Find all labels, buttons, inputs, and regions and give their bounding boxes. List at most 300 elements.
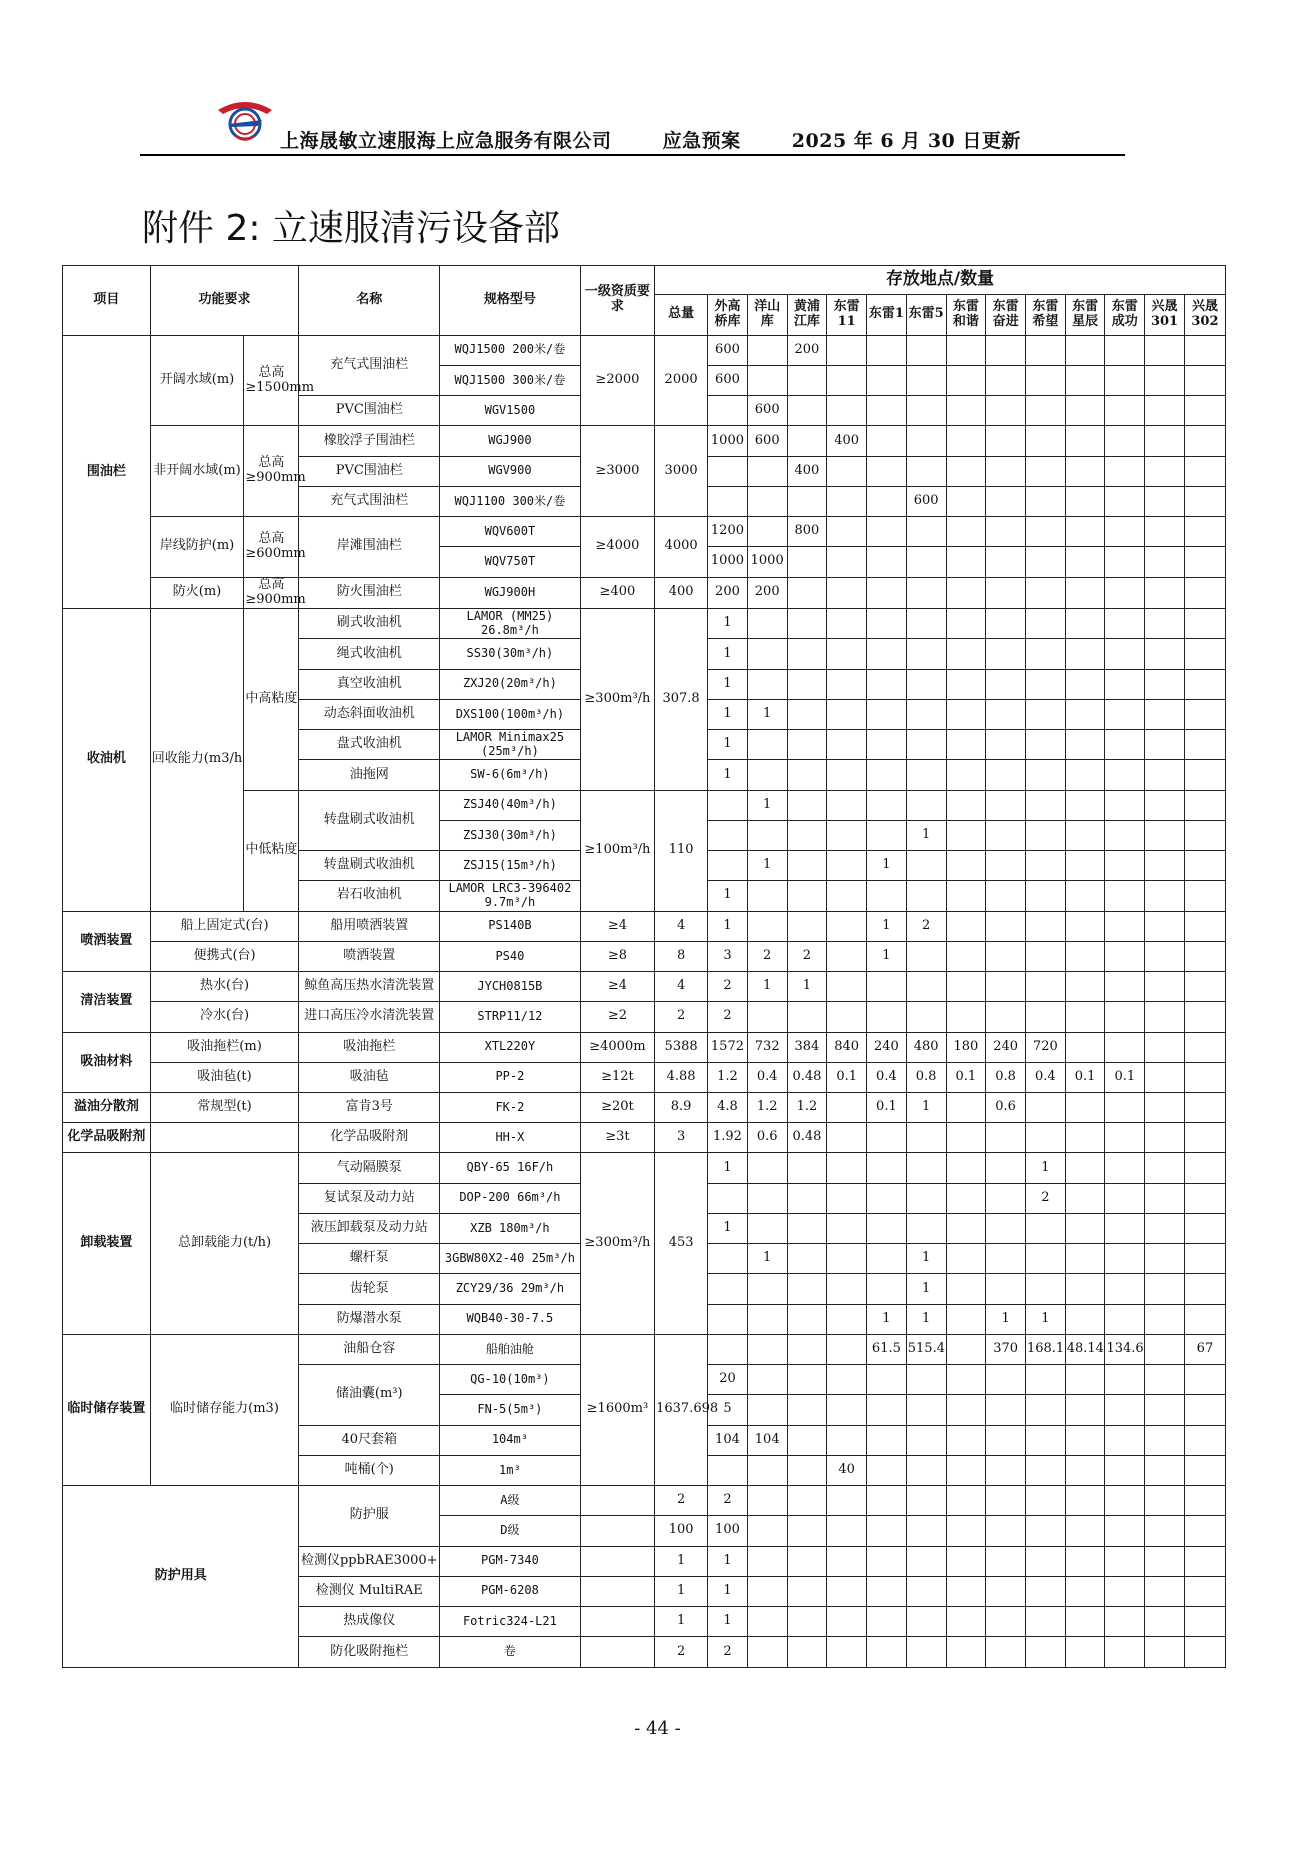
equipment-name: 复试泵及动力站: [299, 1183, 440, 1213]
location-quantity: [1184, 1576, 1225, 1606]
location-quantity: [747, 1334, 787, 1364]
location-quantity: [906, 1425, 946, 1455]
location-quantity: [946, 790, 986, 820]
location-header: 黄浦江库: [787, 294, 827, 335]
header-storage: 存放地点/数量: [655, 266, 1226, 295]
equipment-name: 转盘刷式收油机: [299, 851, 440, 881]
location-quantity: 1: [708, 760, 748, 790]
location-quantity: [1065, 1546, 1105, 1576]
location-quantity: [747, 1395, 787, 1425]
location-quantity: [1184, 577, 1225, 609]
location-quantity: [1184, 365, 1225, 395]
location-quantity: [1105, 486, 1145, 516]
total-quantity: 110: [655, 790, 708, 911]
location-quantity: [1025, 547, 1065, 577]
total-quantity: 4000: [655, 517, 708, 577]
location-quantity: [1025, 1395, 1065, 1425]
location-quantity: 1: [747, 790, 787, 820]
location-quantity: [1065, 1455, 1105, 1485]
location-quantity: [946, 820, 986, 850]
location-quantity: [946, 669, 986, 699]
location-quantity: [1065, 851, 1105, 881]
location-quantity: [1025, 851, 1065, 881]
table-row: [63, 941, 1226, 971]
location-quantity: [906, 881, 946, 911]
location-quantity: [787, 730, 827, 760]
equipment-name: 检测仪 MultiRAE: [299, 1576, 440, 1606]
location-quantity: [1184, 881, 1225, 911]
location-quantity: [1184, 1123, 1225, 1153]
location-quantity: [827, 639, 867, 669]
table-cell: 总高≥900mm: [244, 426, 299, 517]
location-quantity: [906, 1213, 946, 1243]
requirement: [580, 1637, 654, 1668]
location-quantity: [747, 1455, 787, 1485]
total-quantity: 1: [655, 1606, 708, 1636]
location-quantity: 1: [906, 1304, 946, 1334]
equipment-name: 充气式围油栏: [299, 335, 440, 395]
category-spray: 喷洒装置: [63, 911, 151, 971]
location-quantity: [1065, 1213, 1105, 1243]
location-quantity: [1105, 1274, 1145, 1304]
location-quantity: [1184, 851, 1225, 881]
requirement: ≥4: [580, 972, 654, 1002]
location-quantity: [986, 1002, 1026, 1032]
location-quantity: [1105, 1153, 1145, 1183]
total-quantity: 8: [655, 941, 708, 971]
requirement: ≥20t: [580, 1092, 654, 1122]
category-dispersant: 溢油分散剂: [63, 1092, 151, 1122]
table-cell: 总高≥600mm: [244, 517, 299, 577]
spec-model: ZCY29/36 29m³/h: [440, 1274, 581, 1304]
location-quantity: [867, 547, 907, 577]
spec-model: 船舶油舱: [440, 1334, 581, 1364]
table-row: [63, 1123, 1226, 1153]
location-quantity: [708, 1455, 748, 1485]
location-quantity: [867, 790, 907, 820]
location-quantity: [1105, 426, 1145, 456]
location-quantity: [1065, 426, 1105, 456]
location-quantity: [1184, 669, 1225, 699]
location-quantity: [906, 456, 946, 486]
location-quantity: [747, 669, 787, 699]
location-quantity: [1105, 1365, 1145, 1395]
location-quantity: 1.2: [787, 1092, 827, 1122]
total-quantity: 3000: [655, 426, 708, 517]
location-quantity: [1145, 1334, 1185, 1364]
equipment-name: 齿轮泵: [299, 1274, 440, 1304]
location-quantity: [946, 609, 986, 639]
location-quantity: [1105, 820, 1145, 850]
spec-model: WGV900: [440, 456, 581, 486]
spec-model: WQV600T: [440, 517, 581, 547]
location-quantity: [827, 911, 867, 941]
spec-model: DOP-200 66m³/h: [440, 1183, 581, 1213]
table-row: [63, 577, 1226, 609]
header-spec: 规格型号: [440, 266, 581, 336]
location-quantity: [1025, 456, 1065, 486]
table-row: [63, 1032, 1226, 1062]
equipment-table-wrap: [62, 265, 1226, 1668]
location-quantity: [1025, 1546, 1065, 1576]
requirement: [580, 1546, 654, 1576]
location-quantity: [1145, 1425, 1185, 1455]
location-quantity: [906, 1183, 946, 1213]
location-quantity: [906, 1606, 946, 1636]
location-quantity: [827, 1365, 867, 1395]
location-quantity: [787, 1576, 827, 1606]
location-quantity: [1105, 1183, 1145, 1213]
location-quantity: [787, 639, 827, 669]
location-quantity: [1184, 1183, 1225, 1213]
table-cell: 总高≥900mm: [245, 576, 306, 607]
location-quantity: [1065, 486, 1105, 516]
location-quantity: [906, 730, 946, 760]
location-quantity: [787, 881, 827, 911]
location-quantity: [867, 1546, 907, 1576]
location-quantity: [827, 1334, 867, 1364]
location-quantity: [1145, 1062, 1185, 1092]
spec-model: 3GBW80X2-40 25m³/h: [440, 1244, 581, 1274]
location-quantity: 2: [708, 1637, 748, 1668]
location-quantity: 0.6: [986, 1092, 1026, 1122]
location-quantity: 720: [1025, 1032, 1065, 1062]
table-row: [63, 266, 1226, 295]
location-quantity: [827, 972, 867, 1002]
location-quantity: [1065, 1395, 1105, 1425]
location-quantity: [1065, 1425, 1105, 1455]
spec-model: PP-2: [440, 1062, 581, 1092]
location-quantity: [787, 1546, 827, 1576]
location-quantity: [827, 760, 867, 790]
location-quantity: 40: [827, 1455, 867, 1485]
spec-model: SS30(30m³/h): [440, 639, 581, 669]
table-row: [63, 335, 1226, 365]
equipment-name: 检测仪ppbRAE3000+: [299, 1546, 440, 1576]
location-quantity: [1025, 517, 1065, 547]
location-quantity: 1: [867, 851, 907, 881]
location-quantity: [986, 1123, 1026, 1153]
location-quantity: [986, 577, 1026, 609]
location-quantity: [1145, 365, 1185, 395]
location-quantity: [1184, 790, 1225, 820]
location-quantity: [1065, 760, 1105, 790]
equipment-name: PVC围油栏: [299, 396, 440, 426]
location-quantity: [1105, 1425, 1145, 1455]
location-quantity: [1184, 426, 1225, 456]
location-header: 洋山库: [747, 294, 787, 335]
location-quantity: [1145, 669, 1185, 699]
location-quantity: [1105, 1002, 1145, 1032]
location-header: 东雷11: [827, 294, 867, 335]
location-quantity: [1184, 911, 1225, 941]
location-quantity: [827, 1183, 867, 1213]
header-doc: 应急预案: [662, 130, 741, 152]
location-quantity: [1184, 1486, 1225, 1516]
location-quantity: [1065, 669, 1105, 699]
location-quantity: [1145, 1516, 1185, 1546]
location-quantity: 1: [708, 1546, 748, 1576]
location-quantity: [1145, 1576, 1185, 1606]
location-quantity: 1: [906, 1244, 946, 1274]
location-quantity: 1: [708, 730, 748, 760]
location-quantity: [986, 911, 1026, 941]
spec-model: ZSJ40(40m³/h): [440, 790, 581, 820]
location-quantity: [946, 335, 986, 365]
location-quantity: [906, 941, 946, 971]
location-quantity: [1025, 1486, 1065, 1516]
location-quantity: [1145, 1183, 1185, 1213]
table-row: [63, 1062, 1226, 1092]
location-quantity: [1145, 820, 1185, 850]
spec-model: 104m³: [440, 1425, 581, 1455]
location-quantity: [867, 1637, 907, 1668]
location-quantity: [1105, 1244, 1145, 1274]
location-quantity: [986, 1425, 1026, 1455]
location-quantity: [1025, 1274, 1065, 1304]
equipment-name: 进口高压冷水清洗装置: [299, 1002, 440, 1032]
location-quantity: [827, 396, 867, 426]
location-quantity: [986, 820, 1026, 850]
header-date: 2025 年 6 月 30 日更新: [791, 130, 1021, 152]
location-quantity: [827, 1637, 867, 1668]
location-quantity: [1025, 1213, 1065, 1243]
location-header: 兴晟301: [1145, 294, 1185, 335]
location-quantity: [867, 639, 907, 669]
location-header: 东雷1: [867, 294, 907, 335]
location-quantity: [1105, 851, 1145, 881]
location-quantity: 1000: [747, 547, 787, 577]
total-quantity: 100: [655, 1516, 708, 1546]
location-quantity: [1145, 972, 1185, 1002]
location-quantity: 2: [1025, 1183, 1065, 1213]
location-quantity: [986, 1637, 1026, 1668]
location-quantity: [986, 1516, 1026, 1546]
location-quantity: [1145, 1244, 1185, 1274]
location-quantity: [827, 1546, 867, 1576]
location-quantity: [867, 1274, 907, 1304]
location-quantity: [787, 1395, 827, 1425]
location-quantity: [1145, 1274, 1185, 1304]
location-quantity: [867, 577, 907, 609]
location-quantity: [986, 1486, 1026, 1516]
location-quantity: 48.14: [1065, 1334, 1105, 1364]
location-quantity: 100: [708, 1516, 748, 1546]
table-cell: 回收能力(m3/h: [150, 609, 244, 911]
page-title: 附件 2: 立速服清污设备部: [142, 208, 560, 249]
location-quantity: [787, 426, 827, 456]
category-clean: 清洁装置: [63, 972, 151, 1032]
location-quantity: [1145, 790, 1185, 820]
location-quantity: [1105, 911, 1145, 941]
location-quantity: [1105, 1213, 1145, 1243]
location-quantity: [906, 1576, 946, 1606]
location-quantity: [867, 760, 907, 790]
total-quantity: 453: [655, 1153, 708, 1334]
location-quantity: [1105, 1576, 1145, 1606]
table-cell: 非开阔水域(m): [150, 426, 244, 517]
table-cell: 防火(m): [150, 577, 244, 609]
location-quantity: [906, 972, 946, 1002]
location-quantity: [827, 1425, 867, 1455]
location-quantity: [787, 486, 827, 516]
location-quantity: [787, 820, 827, 850]
location-quantity: [986, 1455, 1026, 1485]
spec-model: QG-10(10m³): [440, 1365, 581, 1395]
table-cell: 吸油毡(t): [150, 1062, 299, 1092]
location-quantity: [787, 1486, 827, 1516]
location-quantity: [747, 1637, 787, 1668]
location-quantity: [986, 790, 1026, 820]
location-quantity: [867, 1395, 907, 1425]
location-quantity: [747, 1274, 787, 1304]
location-quantity: 515.4: [906, 1334, 946, 1364]
location-quantity: [1065, 1516, 1105, 1546]
location-quantity: 0.1: [1105, 1062, 1145, 1092]
location-quantity: [946, 365, 986, 395]
location-quantity: [747, 1516, 787, 1546]
location-quantity: [747, 365, 787, 395]
spec-model: WGJ900H: [440, 577, 581, 609]
table-cell: [150, 1123, 299, 1153]
equipment-name: 防护服: [299, 1486, 440, 1546]
location-quantity: 732: [747, 1032, 787, 1062]
equipment-name: 防火围油栏: [299, 577, 440, 609]
location-quantity: [867, 1365, 907, 1395]
location-quantity: [747, 1153, 787, 1183]
location-quantity: [1145, 456, 1185, 486]
location-quantity: [1025, 1002, 1065, 1032]
location-quantity: [1025, 1606, 1065, 1636]
equipment-name: 吨桶(个): [299, 1455, 440, 1485]
location-quantity: 200: [708, 577, 748, 609]
location-quantity: [787, 1153, 827, 1183]
table-cell: 开阔水域(m): [150, 335, 244, 426]
spec-model: WQJ1500 300米/卷: [440, 365, 581, 395]
location-quantity: [747, 639, 787, 669]
total-quantity: 2: [655, 1002, 708, 1032]
company-logo-icon: [214, 96, 276, 144]
location-quantity: 1: [906, 1092, 946, 1122]
location-quantity: [946, 1425, 986, 1455]
location-quantity: [867, 669, 907, 699]
location-quantity: [946, 1304, 986, 1334]
location-quantity: [1145, 1546, 1185, 1576]
category-absorb: 吸油材料: [63, 1032, 151, 1092]
location-quantity: [867, 396, 907, 426]
location-quantity: [787, 547, 827, 577]
location-quantity: [1105, 335, 1145, 365]
location-quantity: 0.1: [1065, 1062, 1105, 1092]
location-quantity: [1105, 1395, 1145, 1425]
location-quantity: [867, 1123, 907, 1153]
location-quantity: [1025, 335, 1065, 365]
location-quantity: [1145, 1395, 1185, 1425]
location-quantity: [946, 426, 986, 456]
total-quantity: 4.88: [655, 1062, 708, 1092]
spec-model: ZSJ15(15m³/h): [440, 851, 581, 881]
location-quantity: 104: [708, 1425, 748, 1455]
location-quantity: [1184, 1365, 1225, 1395]
location-quantity: [946, 911, 986, 941]
location-quantity: [1025, 426, 1065, 456]
location-quantity: [946, 639, 986, 669]
location-quantity: [946, 1365, 986, 1395]
location-quantity: 1: [787, 972, 827, 1002]
location-quantity: [1105, 790, 1145, 820]
location-quantity: [1184, 1455, 1225, 1485]
location-quantity: [1065, 365, 1105, 395]
location-quantity: [1065, 517, 1105, 547]
location-quantity: [787, 1183, 827, 1213]
location-quantity: [986, 760, 1026, 790]
header-item: 项目: [63, 266, 151, 336]
requirement: ≥300m³/h: [580, 1153, 654, 1334]
location-quantity: [986, 1365, 1026, 1395]
location-quantity: [1184, 396, 1225, 426]
location-quantity: [1145, 851, 1185, 881]
location-quantity: [787, 1365, 827, 1395]
location-quantity: [1184, 1213, 1225, 1243]
location-quantity: 370: [986, 1334, 1026, 1364]
location-quantity: [1145, 760, 1185, 790]
location-quantity: [946, 1395, 986, 1425]
location-quantity: 1.92: [708, 1123, 748, 1153]
location-quantity: [1184, 699, 1225, 729]
location-quantity: [946, 760, 986, 790]
location-quantity: [1184, 1153, 1225, 1183]
location-quantity: [867, 1244, 907, 1274]
table-row: [63, 1153, 1226, 1183]
table-cell: 总高≥1500mm: [244, 335, 299, 426]
location-quantity: 1: [708, 1606, 748, 1636]
location-quantity: 1: [906, 1274, 946, 1304]
location-quantity: [1105, 1455, 1145, 1485]
location-quantity: [906, 396, 946, 426]
location-quantity: [1105, 577, 1145, 609]
location-quantity: [946, 941, 986, 971]
location-quantity: [1025, 396, 1065, 426]
header-text: [280, 126, 1065, 153]
location-quantity: 1: [708, 1153, 748, 1183]
location-quantity: [1025, 1123, 1065, 1153]
location-quantity: [747, 1213, 787, 1243]
location-quantity: [906, 517, 946, 547]
location-quantity: [946, 1244, 986, 1274]
location-quantity: 1: [1025, 1304, 1065, 1334]
location-quantity: [827, 1395, 867, 1425]
location-quantity: [986, 1274, 1026, 1304]
spec-model: A级: [440, 1486, 581, 1516]
location-quantity: [906, 1455, 946, 1485]
location-quantity: 1200: [708, 517, 748, 547]
location-quantity: [1105, 396, 1145, 426]
location-quantity: [1184, 456, 1225, 486]
location-quantity: [1025, 1516, 1065, 1546]
page-header: [140, 88, 1125, 156]
location-quantity: [946, 1546, 986, 1576]
total-quantity: 8.9: [655, 1092, 708, 1122]
spec-model: SW-6(6m³/h): [440, 760, 581, 790]
location-quantity: [906, 760, 946, 790]
location-quantity: [946, 1486, 986, 1516]
location-quantity: [1145, 609, 1185, 639]
location-quantity: [1145, 1304, 1185, 1334]
category-skimmer: 收油机: [63, 609, 151, 911]
location-quantity: [827, 1516, 867, 1546]
location-quantity: [906, 1637, 946, 1668]
location-quantity: [1105, 1637, 1145, 1668]
